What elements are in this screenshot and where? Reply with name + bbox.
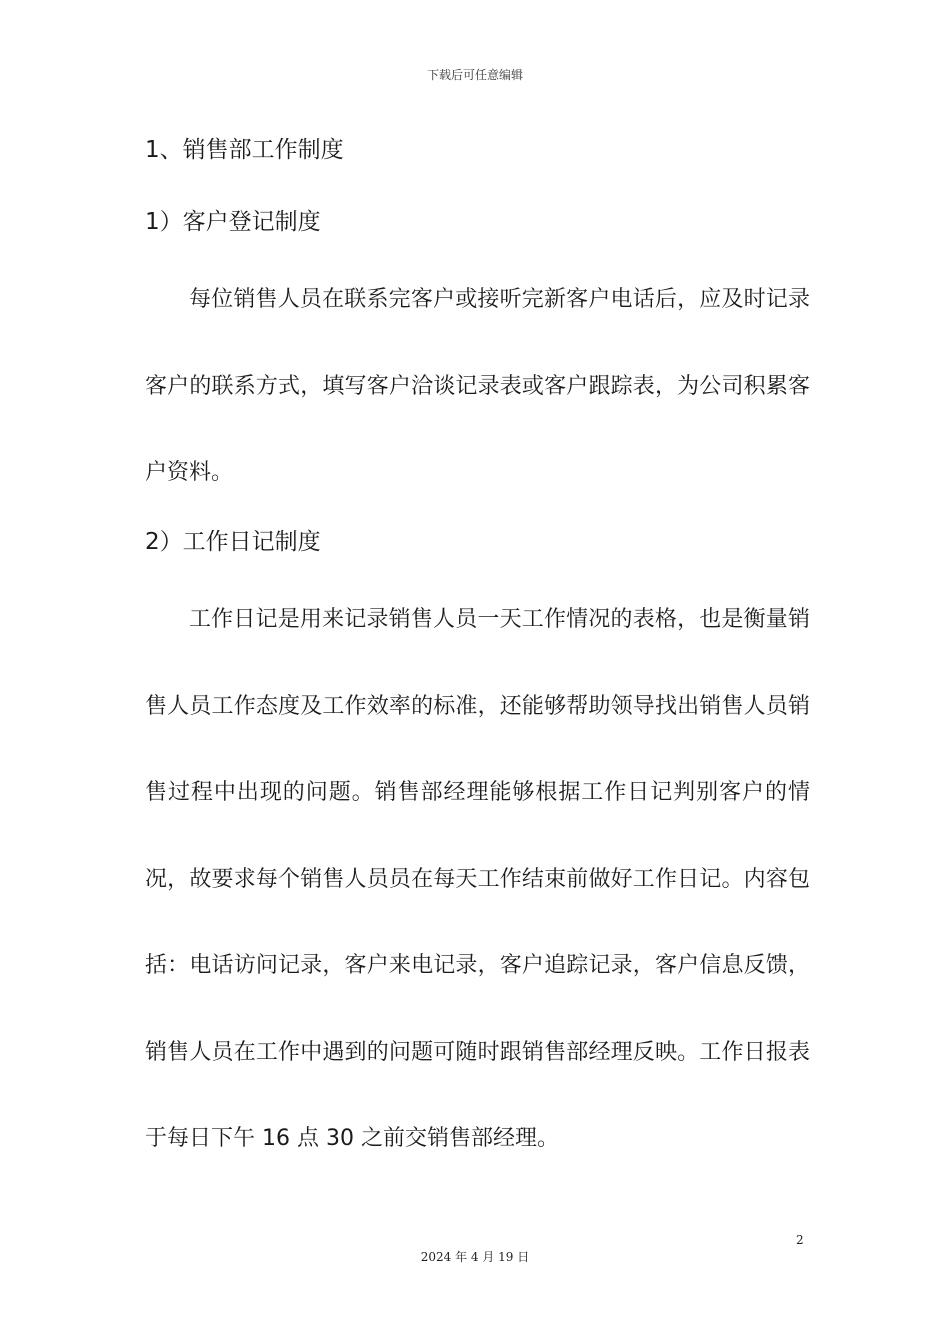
section-paragraph-customer-registration: 每位销售人员在联系完客户或接听完新客户电话后，应及时记录客户的联系方式，填写客户洽谈记录表或客户跟踪表，为公司积累客户资料。 [145,287,810,485]
section-heading-work-diary: 2）工作日记制度 [145,529,321,555]
document-title: 1、销售部工作制度 [145,137,344,163]
section-heading-customer-registration: 1）客户登记制度 [145,209,321,235]
page-footer-date: 2024 年 4 月 19 日 [420,1250,530,1264]
section-paragraph-work-diary: 工作日记是用来记录销售人员一天工作情况的表格，也是衡量销售人员工作态度及工作效率的标准，还能够帮助领导找出销售人员销售过程中出现的问题。销售部经理能够根据工作日记判别客户的情况，故要求每个销售人员员在每天工作结束前做好工作日记。内容包括：电话访问记录，客户来电记录，客户追踪记录，客户信息反馈，销售人员在工作中遇到的问题可随时跟销售部经理反映。工作日报表于每日下午 16 点 30 之前交销售部经理。 [145,607,810,1151]
page-number: 2 [796,1233,804,1247]
page-header: 下载后可任意编辑 [426,68,523,82]
